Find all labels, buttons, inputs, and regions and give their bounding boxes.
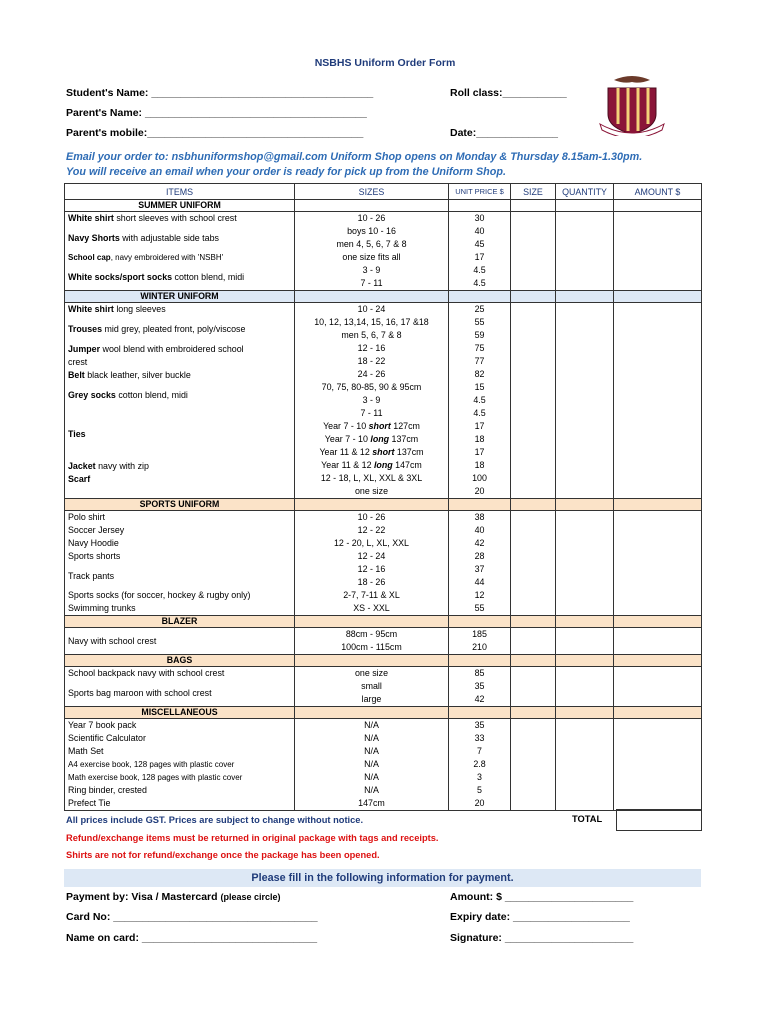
order-table xyxy=(64,183,702,811)
list-item: Math Set xyxy=(68,746,104,756)
size-input[interactable] xyxy=(511,303,556,499)
section-title: SPORTS UNIFORM xyxy=(65,499,295,511)
size-value: N/A xyxy=(364,785,379,795)
name-on-card-field[interactable]: Name on card: ______________________________ xyxy=(66,932,318,944)
size-value: 100cm - 115cm xyxy=(341,642,402,652)
price-value: 15 xyxy=(474,382,485,392)
list-item: Sports shorts xyxy=(68,551,121,561)
list-item: Scientific Calculator xyxy=(68,733,146,743)
misc-rows xyxy=(65,719,702,811)
school-crest-icon xyxy=(596,74,668,136)
quantity-input[interactable] xyxy=(556,719,614,811)
sports-items xyxy=(65,511,295,616)
list-item: Belt black leather, silver buckle xyxy=(68,370,191,380)
price-value: 2.8 xyxy=(473,759,486,769)
price-value: 4.5 xyxy=(473,395,486,405)
sports-prices xyxy=(449,511,511,616)
price-value: 4.5 xyxy=(473,278,486,288)
bags-sizes xyxy=(295,667,449,707)
expiry-date-field[interactable]: Expiry date: ____________________ xyxy=(450,911,630,923)
summer-items xyxy=(65,212,295,291)
refund-notice: Refund/exchange items must be returned in original package with tags and receipts. xyxy=(66,833,439,843)
sports-rows xyxy=(65,511,702,616)
quantity-input[interactable] xyxy=(556,628,614,655)
size-value: 12 - 16 xyxy=(357,564,386,574)
price-value: 17 xyxy=(474,421,485,431)
section-title: BAGS xyxy=(65,655,295,667)
price-value: 185 xyxy=(472,629,487,639)
size-value: 70, 75, 80-85, 90 & 95cm xyxy=(321,382,422,392)
list-item: Sports bag maroon with school crest xyxy=(68,688,212,698)
section-sports xyxy=(65,499,702,511)
summer-prices xyxy=(449,212,511,291)
summer-rows xyxy=(65,212,702,291)
size-input[interactable] xyxy=(511,719,556,811)
size-value: 12 - 22 xyxy=(357,525,386,535)
section-summer xyxy=(65,200,702,212)
misc-items xyxy=(65,719,295,811)
amount-input[interactable] xyxy=(614,667,702,707)
list-item: Swimming trunks xyxy=(68,603,136,613)
size-value: Year 11 & 12 long 147cm xyxy=(321,460,422,470)
header-sizes: SIZES xyxy=(295,184,449,200)
price-value: 55 xyxy=(474,317,485,327)
quantity-input[interactable] xyxy=(556,303,614,499)
size-value: 24 - 26 xyxy=(357,369,386,379)
price-value: 82 xyxy=(474,369,485,379)
size-value: men 5, 6, 7 & 8 xyxy=(341,330,402,340)
date-field[interactable]: Date:______________ xyxy=(450,127,559,139)
size-value: large xyxy=(361,694,382,704)
price-value: 44 xyxy=(474,577,485,587)
blazer-sizes xyxy=(295,628,449,655)
price-value: 17 xyxy=(474,252,485,262)
parent-mobile-field[interactable]: Parent's mobile:_____________________________________ xyxy=(66,127,364,139)
price-value: 55 xyxy=(474,603,485,613)
section-title: WINTER UNIFORM xyxy=(65,291,295,303)
price-value: 18 xyxy=(474,434,485,444)
section-title: BLAZER xyxy=(65,616,295,628)
list-item: School cap, navy embroidered with 'NSBH' xyxy=(68,253,224,262)
blazer-prices xyxy=(449,628,511,655)
section-misc xyxy=(65,707,702,719)
misc-sizes xyxy=(295,719,449,811)
size-value: 18 - 22 xyxy=(357,356,386,366)
section-bags xyxy=(65,655,702,667)
blazer-items xyxy=(65,628,295,655)
please-circle-label: (please circle) xyxy=(220,892,281,902)
price-value: 85 xyxy=(474,668,485,678)
misc-prices xyxy=(449,719,511,811)
list-item: Jacket navy with zip xyxy=(68,461,149,471)
list-item: Scarf xyxy=(68,474,91,484)
list-item: White shirt long sleeves xyxy=(68,304,166,314)
quantity-input[interactable] xyxy=(556,667,614,707)
list-item: Sports socks (for soccer, hockey & rugby only) xyxy=(68,590,251,600)
header-quantity: QUANTITY xyxy=(556,184,614,200)
list-item: crest xyxy=(68,357,88,367)
price-value: 3 xyxy=(477,772,482,782)
price-value: 17 xyxy=(474,447,485,457)
header-unit-price: UNIT PRICE $ xyxy=(449,184,511,200)
header-items: ITEMS xyxy=(65,184,295,200)
size-value: 3 - 9 xyxy=(362,265,381,275)
amount-input[interactable] xyxy=(614,303,702,499)
size-input[interactable] xyxy=(511,212,556,291)
size-input[interactable] xyxy=(511,511,556,616)
form-title: NSBHS Uniform Order Form xyxy=(314,57,456,69)
size-value: N/A xyxy=(364,772,379,782)
sports-sizes xyxy=(295,511,449,616)
list-item: Polo shirt xyxy=(68,512,105,522)
size-input[interactable] xyxy=(511,628,556,655)
size-value: 12 - 18, L, XL, XXL & 3XL xyxy=(320,473,423,483)
size-value: boys 10 - 16 xyxy=(347,226,396,236)
amount-input[interactable] xyxy=(614,719,702,811)
price-value: 45 xyxy=(474,239,485,249)
size-value: one size xyxy=(354,668,389,678)
size-value: one size xyxy=(354,486,389,496)
section-blazer xyxy=(65,616,702,628)
size-value: 12 - 24 xyxy=(357,551,386,561)
section-title: MISCELLANEOUS xyxy=(65,707,295,719)
size-value: 7 - 11 xyxy=(360,278,383,288)
quantity-input[interactable] xyxy=(556,212,614,291)
price-value: 30 xyxy=(474,213,485,223)
parent-name-field[interactable]: Parent's Name: ______________________________________ xyxy=(66,107,367,119)
winter-items xyxy=(65,303,295,499)
bags-rows xyxy=(65,667,702,707)
list-item: Soccer Jersey xyxy=(68,525,125,535)
list-item: White socks/sport socks cotton blend, midi xyxy=(68,272,245,282)
summer-sizes xyxy=(295,212,449,291)
pickup-instructions: You will receive an email when your order is ready for pick up from the Uniform Shop. xyxy=(66,166,506,178)
price-value: 38 xyxy=(474,512,485,522)
size-value: 7 - 11 xyxy=(360,408,383,418)
student-name-field[interactable]: Student's Name: ______________________________________ xyxy=(66,87,374,99)
amount-input[interactable] xyxy=(614,511,702,616)
price-value: 40 xyxy=(474,525,485,535)
size-value: Year 11 & 12 short 137cm xyxy=(319,447,424,457)
price-value: 20 xyxy=(474,798,485,808)
signature-field[interactable]: Signature: ______________________ xyxy=(450,932,634,944)
list-item: Navy with school crest xyxy=(68,636,157,646)
card-number-field[interactable]: Card No: ___________________________________ xyxy=(66,911,318,923)
size-value: 10 - 24 xyxy=(357,304,386,314)
size-value: 88cm - 95cm xyxy=(345,629,398,639)
size-value: men 4, 5, 6, 7 & 8 xyxy=(336,239,407,249)
list-item: Math exercise book, 128 pages with plastic cover xyxy=(68,773,243,782)
price-value: 59 xyxy=(474,330,485,340)
amount-field[interactable]: Amount: $ ______________________ xyxy=(450,891,634,903)
list-item: Jumper wool blend with embroidered school xyxy=(68,344,244,354)
list-item: Year 7 book pack xyxy=(68,720,137,730)
header-size: SIZE xyxy=(511,184,556,200)
price-value: 28 xyxy=(474,551,485,561)
amount-input[interactable] xyxy=(614,628,702,655)
price-value: 75 xyxy=(474,343,485,353)
size-value: N/A xyxy=(364,759,379,769)
price-value: 35 xyxy=(474,681,485,691)
size-value: 10, 12, 13,14, 15, 16, 17 &18 xyxy=(314,317,429,327)
gst-notice: All prices include GST. Prices are subject to change without notice. xyxy=(66,815,364,825)
blazer-rows xyxy=(65,628,702,655)
size-value: one size fits all xyxy=(342,252,401,262)
header-amount: AMOUNT $ xyxy=(614,184,702,200)
bags-items xyxy=(65,667,295,707)
price-value: 5 xyxy=(477,785,482,795)
email-instructions: Email your order to: nsbhuniformshop@gmail.com Uniform Shop opens on Monday & Thursday 8.15am-1.30pm. xyxy=(66,151,643,163)
price-value: 33 xyxy=(474,733,485,743)
size-value: 12 - 16 xyxy=(357,343,386,353)
payment-method[interactable] xyxy=(66,891,281,903)
size-value: small xyxy=(361,681,382,691)
size-value: Year 7 - 10 long 137cm xyxy=(324,434,419,444)
list-item: School backpack navy with school crest xyxy=(68,668,225,678)
size-value: 2-7, 7-11 & XL xyxy=(343,590,400,600)
shirts-notice: Shirts are not for refund/exchange once the package has been opened. xyxy=(66,850,380,860)
price-value: 12 xyxy=(474,590,485,600)
total-label: TOTAL xyxy=(572,814,603,824)
section-winter xyxy=(65,291,702,303)
price-value: 4.5 xyxy=(473,265,486,275)
price-value: 42 xyxy=(474,538,485,548)
size-value: N/A xyxy=(364,720,379,730)
winter-sizes xyxy=(295,303,449,499)
list-item: Navy Shorts with adjustable side tabs xyxy=(68,233,219,243)
list-item: Grey socks cotton blend, midi xyxy=(68,390,188,400)
size-value: N/A xyxy=(364,733,379,743)
price-value: 77 xyxy=(474,356,485,366)
winter-rows xyxy=(65,303,702,499)
size-value: 3 - 9 xyxy=(362,395,381,405)
list-item: Navy Hoodie xyxy=(68,538,119,548)
price-value: 7 xyxy=(477,746,482,756)
price-value: 20 xyxy=(474,486,485,496)
size-value: 12 - 20, L, XL, XXL xyxy=(334,538,409,548)
size-value: 18 - 26 xyxy=(357,577,386,587)
size-value: 10 - 26 xyxy=(357,213,386,223)
bags-prices xyxy=(449,667,511,707)
size-value: 147cm xyxy=(358,798,385,808)
size-input[interactable] xyxy=(511,667,556,707)
price-value: 42 xyxy=(474,694,485,704)
size-value: Year 7 - 10 short 127cm xyxy=(323,421,420,431)
price-value: 210 xyxy=(472,642,487,652)
size-value: XS - XXL xyxy=(353,603,390,613)
quantity-input[interactable] xyxy=(556,511,614,616)
total-amount-field[interactable] xyxy=(616,809,702,831)
list-item: Ties xyxy=(68,429,86,439)
list-item: Track pants xyxy=(68,571,115,581)
list-item: A4 exercise book, 128 pages with plastic cover xyxy=(68,760,235,769)
winter-prices xyxy=(449,303,511,499)
payment-header: Please fill in the following information for payment. xyxy=(64,869,701,887)
list-item: Ring binder, crested xyxy=(68,785,147,795)
price-value: 40 xyxy=(474,226,485,236)
amount-input[interactable] xyxy=(614,212,702,291)
section-title: SUMMER UNIFORM xyxy=(65,200,295,212)
size-value: N/A xyxy=(364,746,379,756)
price-value: 25 xyxy=(474,304,485,314)
list-item: White shirt short sleeves with school crest xyxy=(68,213,237,223)
payment-method-label: Payment by: Visa / Mastercard xyxy=(66,891,221,903)
size-value: 10 - 26 xyxy=(357,512,386,522)
table-header xyxy=(65,184,702,200)
list-item: Trouses mid grey, pleated front, poly/viscose xyxy=(68,324,246,334)
list-item: Prefect Tie xyxy=(68,798,111,808)
price-value: 37 xyxy=(474,564,485,574)
roll-class-field[interactable]: Roll class:___________ xyxy=(450,87,567,99)
price-value: 35 xyxy=(474,720,485,730)
price-value: 4.5 xyxy=(473,408,486,418)
price-value: 100 xyxy=(472,473,487,483)
price-value: 18 xyxy=(474,460,485,470)
